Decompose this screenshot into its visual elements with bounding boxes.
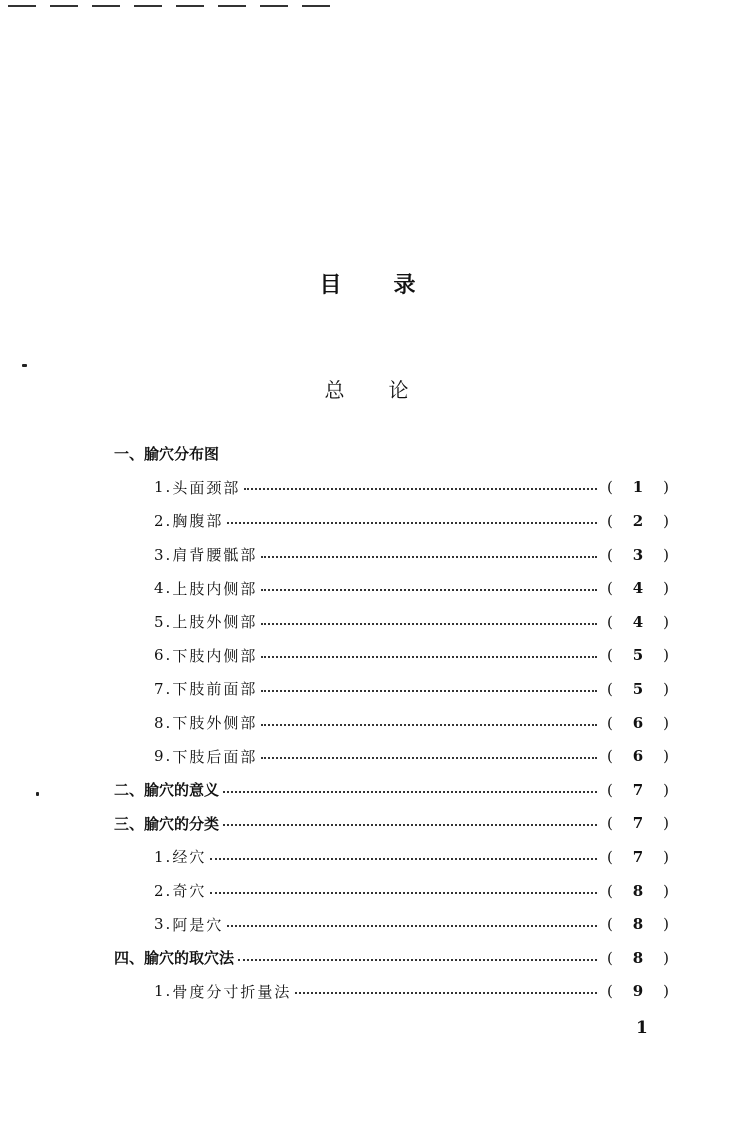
toc-page-ref: ( 6 ) <box>607 747 669 766</box>
dot-leader <box>238 959 597 961</box>
toc-page-ref: ( 9 ) <box>607 982 669 1001</box>
toc-page-ref: ( 7 ) <box>607 847 669 866</box>
toc-page-ref: ( 1 ) <box>607 478 669 497</box>
toc-entry-label: 腧穴分布图 <box>144 445 220 464</box>
toc-entry <box>114 571 669 605</box>
dot-leader <box>227 925 597 927</box>
toc-entry-label: 下肢后面部 <box>172 747 258 766</box>
dot-leader <box>223 824 597 826</box>
toc-entry <box>114 471 669 505</box>
toc-entry-label: 胸腹部 <box>172 512 224 531</box>
toc-entry <box>114 739 669 773</box>
toc-page-number: 6 <box>632 713 644 732</box>
toc-entry-number: 三、 <box>114 814 145 833</box>
dot-leader <box>261 556 597 558</box>
toc-entry <box>114 672 669 706</box>
toc-entry-label: 经穴 <box>172 848 207 867</box>
toc-entry <box>114 874 669 908</box>
toc-entry-number: 4. <box>154 579 173 598</box>
toc-heading <box>114 807 669 841</box>
page-number: 1 <box>636 1018 648 1038</box>
toc-entry <box>114 538 669 572</box>
toc-entry-label: 腧穴的分类 <box>144 814 220 833</box>
scan-top-rule <box>0 0 338 8</box>
toc-entry-number: 四、 <box>114 949 145 968</box>
toc-heading <box>114 437 669 471</box>
dot-leader <box>227 522 597 524</box>
toc-entry <box>114 639 669 673</box>
toc-page-number: 5 <box>632 679 644 698</box>
dot-leader <box>295 992 597 994</box>
toc-page-number: 7 <box>632 847 644 866</box>
toc-entry <box>114 706 669 740</box>
toc-entry-number: 二、 <box>114 781 145 800</box>
toc-entry-number: 3. <box>154 545 173 564</box>
toc-page-number: 3 <box>632 545 644 564</box>
toc-entry-label: 下肢内侧部 <box>172 646 258 665</box>
toc-entry-number: 8. <box>154 713 173 732</box>
dot-leader <box>261 589 597 591</box>
toc-page-number: 4 <box>632 612 644 631</box>
toc-entry-label: 头面颈部 <box>172 478 241 497</box>
scan-speck <box>36 792 39 796</box>
toc-page-number: 7 <box>632 780 644 799</box>
toc-entry-label: 奇穴 <box>172 882 207 901</box>
toc-entry <box>114 907 669 941</box>
toc-page-number: 7 <box>632 814 644 833</box>
dot-leader <box>261 623 597 625</box>
toc-page-ref: ( 7 ) <box>607 780 669 799</box>
toc-entry <box>114 975 669 1009</box>
toc-entry <box>114 840 669 874</box>
dot-leader <box>261 656 597 658</box>
toc-page-ref: ( 4 ) <box>607 579 669 598</box>
section-title: 总论 <box>324 378 453 402</box>
toc-page-number: 1 <box>632 478 644 497</box>
dot-leader <box>261 757 597 759</box>
toc-page-ref: ( 2 ) <box>607 511 669 530</box>
toc-page-ref: ( 8 ) <box>607 881 669 900</box>
toc-page-ref: ( 8 ) <box>607 915 669 934</box>
dot-leader <box>210 858 597 860</box>
toc-page-number: 4 <box>632 579 644 598</box>
toc-entry <box>114 504 669 538</box>
dot-leader <box>244 488 597 490</box>
toc-page-number: 6 <box>632 747 644 766</box>
toc-page-ref: ( 6 ) <box>607 713 669 732</box>
document-title: 目录 <box>319 273 468 298</box>
toc-entry-label: 骨度分寸折量法 <box>172 982 292 1001</box>
toc-entry-label: 上肢外侧部 <box>172 613 258 632</box>
dot-leader <box>261 690 597 692</box>
toc-page-ref: ( 5 ) <box>607 646 669 665</box>
toc-entry-number: 一、 <box>114 445 145 464</box>
toc-page-ref: ( 3 ) <box>607 545 669 564</box>
toc-entry-label: 腧穴的意义 <box>144 781 220 800</box>
toc-page-ref: ( 7 ) <box>607 814 669 833</box>
scan-speck <box>22 364 27 367</box>
toc-entry-number: 1. <box>154 982 173 1001</box>
toc-page-number: 9 <box>632 982 644 1001</box>
toc-entry-number: 1. <box>154 478 173 497</box>
table-of-contents <box>114 437 669 1008</box>
toc-page-number: 8 <box>632 915 644 934</box>
toc-entry-number: 6. <box>154 646 173 665</box>
toc-entry-number: 7. <box>154 679 173 698</box>
toc-entry-number: 2. <box>154 881 173 900</box>
toc-page-ref: ( 8 ) <box>607 948 669 967</box>
toc-page-ref: ( 4 ) <box>607 612 669 631</box>
toc-entry-number: 5. <box>154 612 173 631</box>
dot-leader <box>223 791 597 793</box>
toc-entry-label: 下肢前面部 <box>172 680 258 699</box>
toc-page-number: 2 <box>632 511 644 530</box>
toc-heading <box>114 773 669 807</box>
toc-entry-label: 上肢内侧部 <box>172 579 258 598</box>
toc-entry-number: 2. <box>154 511 173 530</box>
toc-entry-number: 1. <box>154 847 173 866</box>
toc-entry-label: 肩背腰骶部 <box>172 546 258 565</box>
toc-entry-label: 腧穴的取穴法 <box>144 949 235 968</box>
dot-leader <box>261 724 597 726</box>
toc-entry-number: 9. <box>154 747 173 766</box>
toc-page-number: 5 <box>632 646 644 665</box>
toc-page-number: 8 <box>632 948 644 967</box>
toc-page-ref: ( 5 ) <box>607 679 669 698</box>
toc-page-number: 8 <box>632 881 644 900</box>
toc-entry-number: 3. <box>154 915 173 934</box>
toc-entry-label: 阿是穴 <box>172 915 224 934</box>
toc-entry <box>114 605 669 639</box>
toc-entry-label: 下肢外侧部 <box>172 714 258 733</box>
dot-leader <box>210 892 597 894</box>
toc-heading <box>114 941 669 975</box>
